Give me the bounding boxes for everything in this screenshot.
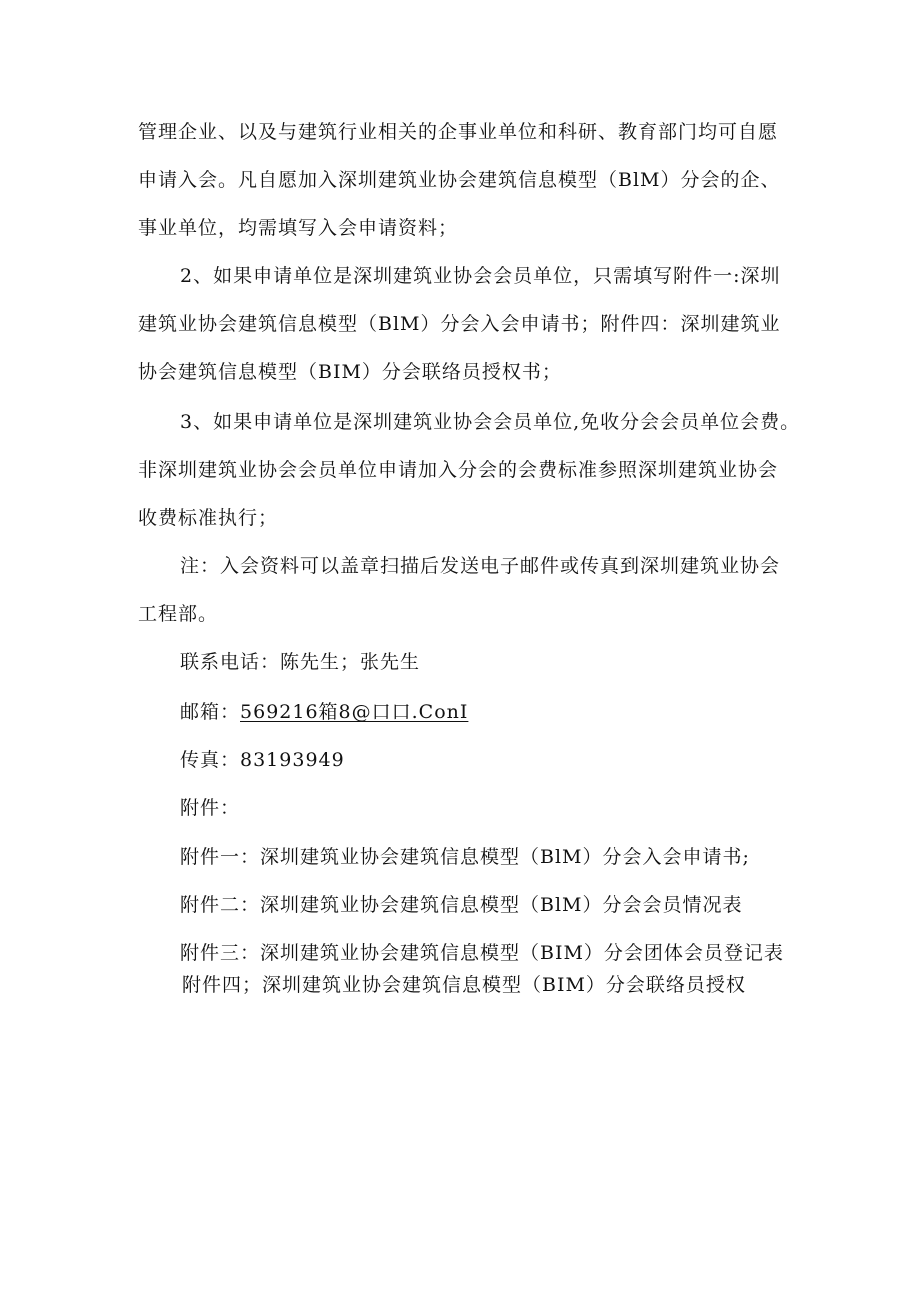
paragraph-3-line-3: 收费标准执行；	[138, 507, 279, 529]
paragraph-3-line-2: 非深圳建筑业协会会员单位申请加入分会的会费标准参照深圳建筑业协会	[138, 459, 779, 481]
email-link[interactable]: 569216箱8@口口.ConI	[240, 701, 469, 723]
paragraph-1-line-1: 管理企业、以及与建筑行业相关的企事业单位和科研、教育部门均可自愿	[138, 121, 779, 143]
paragraph-2-line-1: 2、如果申请单位是深圳建筑业协会会员单位，只需填写附件一:深圳	[180, 265, 781, 287]
paragraph-2-line-2: 建筑业协会建筑信息模型（BlM）分会入会申请书；附件四：深圳建筑业	[138, 313, 781, 335]
contact-email	[180, 700, 830, 724]
paragraph-2-line-3: 协会建筑信息模型（BIM）分会联络员授权书；	[138, 361, 562, 383]
paragraph-1-line-3: 事业单位，均需填写入会申请资料；	[138, 217, 459, 239]
attachment-item-1: 附件一：深圳建筑业协会建筑信息模型（BlM）分会入会申请书;	[180, 846, 750, 868]
attachment-item-2: 附件二：深圳建筑业协会建筑信息模型（BlM）分会会员情况表	[180, 894, 743, 916]
note-line-1: 注：入会资料可以盖章扫描后发送电子邮件或传真到深圳建筑业协会	[180, 555, 781, 577]
attachment-item-3: 附件三：深圳建筑业协会建筑信息模型（BIM）分会团体会员登记表	[180, 942, 784, 964]
contact-phone: 联系电话：陈先生；张先生	[180, 651, 421, 673]
contact-fax: 传真：83193949	[180, 749, 345, 771]
attachments-heading: 附件：	[180, 797, 241, 819]
note-line-2: 工程部。	[138, 603, 219, 625]
paragraph-3-line-1: 3、如果申请单位是深圳建筑业协会会员单位,免收分会会员单位会费。	[180, 411, 801, 433]
email-label: 邮箱：	[180, 701, 241, 723]
paragraph-1-line-2: 申请入会。凡自愿加入深圳建筑业协会建筑信息模型（BlM）分会的企、	[138, 169, 781, 191]
attachment-item-4: 附件四；深圳建筑业协会建筑信息模型（BIM）分会联络员授权	[182, 974, 746, 996]
